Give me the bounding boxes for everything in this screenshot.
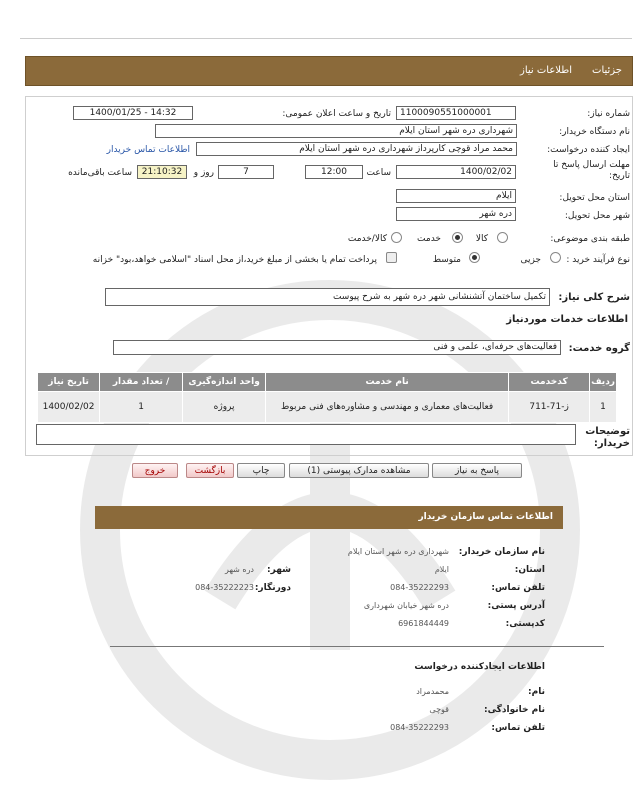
contact-province-label: استان: — [514, 565, 545, 575]
cell-code: ز-71-711 — [509, 392, 590, 423]
time-label: ساعت — [366, 168, 391, 178]
creator-name-label: نام: — [528, 687, 545, 697]
summary-field: تکمیل ساختمان آتشنشانی شهر دره شهر به شرح پیوست — [105, 288, 550, 306]
contact-address-value: دره شهر خیابان شهرداری — [363, 601, 449, 610]
cell-row: 1 — [590, 392, 617, 423]
process-label: نوع فرآیند خرید : — [566, 255, 630, 265]
creator-family-label: نام خانوادگی: — [483, 705, 545, 715]
process-small-label: جزیی — [520, 255, 541, 265]
process-small-radio[interactable] — [550, 252, 561, 263]
page-header — [25, 56, 633, 86]
contact-section-header — [95, 506, 563, 529]
col-code-header: کدخدمت — [509, 373, 590, 392]
days-field: 7 — [218, 165, 274, 179]
section-divider — [110, 646, 604, 647]
category-label: طبقه بندی موضوعی: — [550, 234, 630, 244]
creator-label: ایجاد کننده درخواست: — [547, 145, 630, 155]
col-unit-header: واحد اندازه‌گیری — [183, 373, 266, 392]
col-row-header: ردیف — [590, 373, 617, 392]
table-row — [38, 392, 617, 423]
creator-info-title: اطلاعات ایجادکننده درخواست — [414, 662, 545, 672]
category-goods-radio[interactable] — [497, 232, 508, 243]
contact-city-value: دره شهر — [225, 565, 254, 574]
process-medium-radio[interactable] — [469, 252, 480, 263]
col-qty-header: / تعداد مقدار — [100, 373, 183, 392]
remaining-label: ساعت باقی‌مانده — [68, 168, 132, 178]
col-date-header: تاریخ نیاز — [38, 373, 100, 392]
category-service-label: خدمت — [417, 234, 441, 244]
announce-label: تاریخ و ساعت اعلان عمومی: — [282, 109, 391, 119]
buyer-org-label: نام دستگاه خریدار: — [559, 127, 630, 137]
notes-label: توضیحات خریدار: — [585, 426, 630, 449]
deadline-date-field: 1400/02/02 — [396, 165, 516, 179]
group-label: گروه خدمت: — [568, 343, 630, 354]
category-goods-label: کالا — [475, 234, 488, 244]
payment-note: پرداخت تمام یا بخشی از مبلغ خرید،از محل اسناد "اسلامی خواهد،بود" خزانه — [92, 255, 377, 265]
contact-address-label: آدرس پستی: — [487, 601, 545, 611]
province-field: ایلام — [396, 189, 516, 203]
contact-section-title: اطلاعات تماس سازمان خریدار — [418, 512, 553, 522]
city-field: دره شهر — [396, 207, 516, 221]
services-title: اطلاعات خدمات موردنیاز — [506, 314, 628, 325]
category-service-radio[interactable] — [452, 232, 463, 243]
details-link[interactable]: جزئیات — [592, 65, 622, 76]
cell-name: فعالیت‌های معماری و مهندسی و مشاوره‌های فنی مربوط — [266, 392, 509, 423]
col-name-header: نام خدمت — [266, 373, 509, 392]
cell-unit: پروژه — [183, 392, 266, 423]
need-info-link[interactable]: اطلاعات نیاز — [520, 65, 572, 76]
city-label: شهر محل تحویل: — [564, 211, 630, 221]
notes-field — [36, 424, 576, 445]
creator-phone-label: تلفن تماس: — [491, 723, 545, 733]
contact-postal-value: 6961844449 — [398, 619, 449, 628]
buyer-org-field: شهرداری دره شهر استان ایلام — [155, 124, 517, 138]
category-goods-service-radio[interactable] — [391, 232, 402, 243]
deadline-label: مهلت ارسال پاسخ تا تاریخ: — [553, 160, 630, 181]
print-button[interactable]: چاپ — [237, 463, 285, 478]
need-number-field: 1100090551000001 — [396, 106, 516, 120]
creator-family-value: قوچی — [429, 705, 449, 714]
contact-org-value: شهرداری دره شهر استان ایلام — [347, 547, 449, 556]
contact-phone-value: 084-35222293 — [390, 583, 449, 592]
top-divider — [20, 38, 632, 39]
category-goods-service-label: کالا/خدمت — [347, 234, 387, 244]
summary-label: شرح کلی نیاز: — [558, 292, 630, 303]
days-label: روز و — [193, 168, 214, 178]
services-table — [37, 372, 617, 423]
contact-org-label: نام سازمان خریدار: — [458, 547, 545, 557]
back-button[interactable]: بازگشت — [186, 463, 234, 478]
reply-button[interactable]: پاسخ به نیاز — [432, 463, 522, 478]
contact-fax-label: دورنگار: — [254, 583, 291, 593]
creator-field: محمد مراد قوچی کارپرداز شهرداری دره شهر استان ایلام — [196, 142, 517, 156]
exit-button[interactable]: خروج — [132, 463, 178, 478]
creator-name-value: محمدمراد — [416, 687, 449, 696]
announce-field: 1400/01/25 - 14:32 — [73, 106, 193, 120]
process-medium-label: متوسط — [432, 255, 461, 265]
attachments-button[interactable]: مشاهده مدارک پیوستی (1) — [289, 463, 429, 478]
contact-fax-value: 084-35222223 — [195, 583, 254, 592]
contact-phone-label: تلفن تماس: — [491, 583, 545, 593]
need-number-label: شماره نیاز: — [587, 109, 630, 119]
deadline-time-field: 12:00 — [305, 165, 363, 179]
payment-checkbox[interactable] — [386, 252, 397, 263]
contact-city-label: شهر: — [267, 565, 291, 575]
group-field: فعالیت‌های حرفه‌ای، علمی و فنی — [113, 340, 561, 355]
buyer-contact-link[interactable]: اطلاعات تماس خریدار — [106, 145, 190, 155]
creator-phone-value: 084-35222293 — [390, 723, 449, 732]
province-label: استان محل تحویل: — [559, 193, 630, 203]
remaining-time-field: 21:10:32 — [137, 165, 187, 179]
contact-province-value: ایلام — [434, 565, 449, 574]
cell-date: 1400/02/02 — [38, 392, 100, 423]
cell-qty: 1 — [100, 392, 183, 423]
contact-postal-label: کدپستی: — [505, 619, 545, 629]
